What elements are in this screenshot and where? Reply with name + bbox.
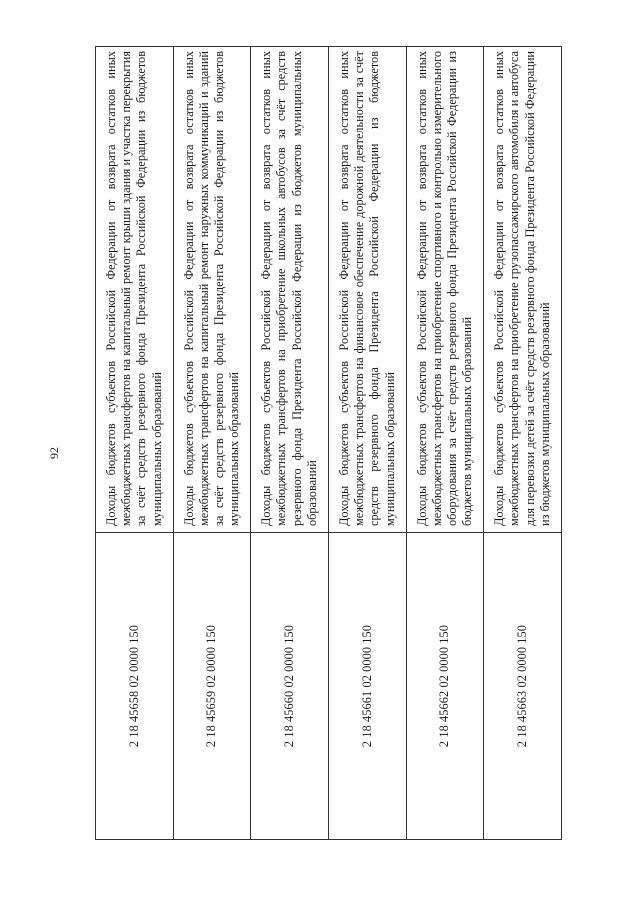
budget-code-cell: 2 18 45658 02 0000 150 bbox=[96, 533, 174, 840]
budget-code-cell: 2 18 45659 02 0000 150 bbox=[173, 533, 251, 840]
description-text: Доходы бюджетов субъектов Российской Федерации от возврата остатков иных межбюджетных трансфертов на приобретение спортивного и контрольно измерительного оборудования за счёт средств резервного фонда Президента Российской Федерации из бюджетов муниципальных образований bbox=[414, 51, 475, 526]
page-number: 92 bbox=[47, 447, 61, 459]
description-text: Доходы бюджетов субъектов Российской Федерации от возврата остатков иных межбюджетных трансфертов на капитальный ремонт крыши здания и участка перекрытия за счёт средств резервного фонда Президента Российской Федерации из бюджетов муниципальных образований bbox=[103, 51, 164, 526]
description-cell bbox=[406, 47, 484, 533]
description-text: Доходы бюджетов субъектов Российской Федерации от возврата остатков иных межбюджетных трансфертов на капитальный ремонт наружных коммуникаций и зданий за счёт средств резервного фонда Президента Российской Федерации из бюджетов муниципальных образований bbox=[181, 51, 242, 526]
description-text: Доходы бюджетов субъектов Российской Федерации от возврата остатков иных межбюджетных трансфертов на приобретение школьных автобусов за счёт средств резервного фонда Президента Российской Федерации из бюджетов муниципальных образований bbox=[259, 51, 319, 526]
table-row bbox=[96, 47, 174, 840]
budget-code-cell: 2 18 45660 02 0000 150 bbox=[251, 533, 329, 840]
description-cell bbox=[328, 47, 406, 533]
rotated-table-wrapper bbox=[95, 51, 561, 840]
budget-codes-table bbox=[95, 46, 562, 840]
budget-code-cell: 2 18 45663 02 0000 150 bbox=[484, 533, 562, 840]
table-row bbox=[484, 47, 562, 840]
table-row bbox=[328, 47, 406, 840]
table-row bbox=[406, 47, 484, 840]
description-text: Доходы бюджетов субъектов Российской Федерации от возврата остатков иных межбюджетных трансфертов на финансовое обеспечение дорожной деятельности за счёт средств резервного фонда Президента Российской Федерации из бюджетов муниципальных образований bbox=[336, 51, 397, 526]
description-cell bbox=[173, 47, 251, 533]
table-row bbox=[173, 47, 251, 840]
description-cell bbox=[96, 47, 174, 533]
description-text: Доходы бюджетов субъектов Российской Федерации от возврата остатков иных межбюджетных трансфертов на приобретение грузопассажирского автомобиля и автобуса для перевозки детей за счёт средств резервного фонда Президента Российской Федерации из бюджетов муниципальных образований bbox=[492, 51, 552, 526]
description-cell bbox=[484, 47, 562, 533]
budget-code-cell: 2 18 45661 02 0000 150 bbox=[328, 533, 406, 840]
budget-code-cell: 2 18 45662 02 0000 150 bbox=[406, 533, 484, 840]
description-cell bbox=[251, 47, 329, 533]
table-row bbox=[251, 47, 329, 840]
